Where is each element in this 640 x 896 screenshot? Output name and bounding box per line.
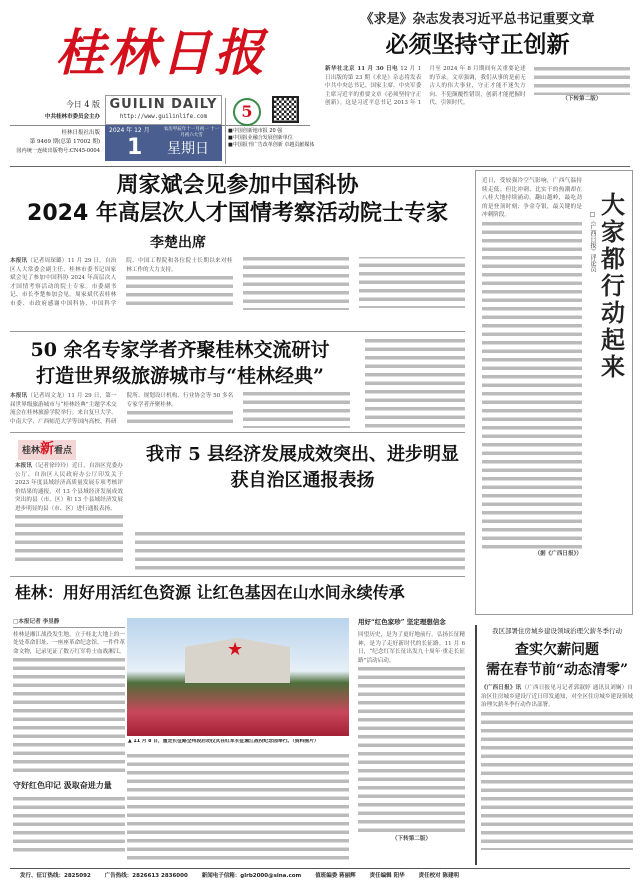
today-pages: 今日 4 版 xyxy=(65,100,100,109)
footer xyxy=(20,872,630,880)
newspaper-logo-title: 桂林日报 xyxy=(55,23,267,82)
qr-code[interactable] xyxy=(272,96,299,123)
commentary-source: □《广西日报》评论员 xyxy=(589,211,596,272)
label-part: 桂林 xyxy=(22,446,41,456)
story-4-left-col xyxy=(13,618,125,863)
story-1-body xyxy=(10,257,465,317)
side-story-headline-1[interactable]: 查实欠薪问题 xyxy=(515,642,599,658)
story-4-headline[interactable]: 桂林：用好用活红色资源 让红色基因在山水间永续传承 xyxy=(15,583,405,602)
body-text: 近日，自治区党委办公厅、自治区人民政府办公厅印发关于 2023 年度县域经济高质量发展专项考核评价结果的通报，对 13 个县域经济发展成效突出的县（市、区）和 13 个县域经济发展进步明显的县（市、区）进行通报表扬。 xyxy=(15,463,123,512)
commentary-source-end: （据《广西日报》） xyxy=(534,550,582,557)
story-1-subhead: 李楚出席 xyxy=(150,235,206,251)
story-4-right-col xyxy=(358,618,465,863)
footer-email[interactable]: 新闻电子信箱：glrb2000@sina.com xyxy=(201,873,302,879)
honor: ■中国创新地市报 20 强 xyxy=(228,128,283,134)
dateline: 本报讯 xyxy=(15,463,33,469)
body-text: 11 月 29 日，自治区人大常委会副主任、桂林市委书记周家斌会见了参加中国科协 2024 年高层次人才国情考察活动的院士专家。市委副书记、市长李楚参加会见。周家斌代表桂林市委、市政府感谢中国科协、中国科学院、中国工程院和各位院士长期以来对桂林工作的大力支持。 xyxy=(10,258,233,307)
story-3 xyxy=(10,438,465,573)
top-story xyxy=(325,12,630,162)
dateline: 新华社北京 11 月 30 日电 xyxy=(325,66,399,72)
commentary-body xyxy=(482,177,582,602)
issue-number: 第 9469 期(总第 17002 期) xyxy=(29,139,100,145)
side-story-body xyxy=(481,684,633,864)
weekday: 星期日 xyxy=(167,141,209,157)
story-3-headline-1[interactable]: 我市 5 县经济发展成效突出、进步明显 xyxy=(145,444,460,465)
cn-number: 国内统一连续出版物号:CN45-0004 xyxy=(16,148,100,154)
sponsor: 中共桂林市委员会主办 xyxy=(44,114,100,120)
story-1 xyxy=(10,172,465,327)
award-logo: 5 xyxy=(233,98,261,126)
side-story-headline-2[interactable]: 需在春节前“动态清零” xyxy=(485,662,629,678)
story-4-subhead-right: 用好“红色家珍” 坚定理想信念 xyxy=(358,618,446,626)
commentary-title[interactable]: 大家都行动起来 xyxy=(601,190,625,381)
side-story xyxy=(475,625,633,865)
photo-caption: ▲ 11 月 8 日，重走长征路全州段启动仪式在红军长征湘江战役纪念园举行。（资料图片） xyxy=(128,739,319,744)
dateline: 本报讯 xyxy=(10,393,28,399)
year-month: 2024 年 12 月 xyxy=(109,127,150,134)
byline: （记者周文龙） xyxy=(27,393,68,399)
footer-ads: 广告热线：2826613 2836000 xyxy=(104,873,188,879)
story-2-body-col4 xyxy=(365,337,465,429)
label-part: 新 xyxy=(40,441,55,457)
top-story-body xyxy=(325,65,630,160)
dateline: 《广西日报》讯 xyxy=(481,685,522,691)
side-story-kicker: 我区部署住房城乡建设领域治理欠薪冬季行动 xyxy=(492,627,622,635)
top-story-headline[interactable]: 必须坚持守正创新 xyxy=(385,32,570,58)
story-3-headline-2[interactable]: 获自治区通报表扬 xyxy=(230,470,375,491)
footer-proofreader: 责任校对 陈建明 xyxy=(418,873,459,879)
body-text: 12 月 1 日出版的第 23 期《求是》杂志将发表中共中央总书记、国家主席、中央军委主席习近平的重要文章《必须坚持守正创新》。这是习近平总书记 2013 年 1 月至 2024 年 8 月期间有关重要论述的节录。文章强调，我们从事的是前无古人的伟大事业，守正才能不迷失方向、不犯颠覆性错误，创新才能把握时代、引领时代。 xyxy=(325,66,526,106)
body-text: 回望历史，是为了更好地前行。弘扬长征精神，是为了走好新时代的长征路。11 月 6 日，“纪念红军长征出发九十周年·重走长征路”活动启动。 xyxy=(358,632,465,664)
story-4-photo xyxy=(127,618,349,736)
story-1-headline-1[interactable]: 周家斌会见参加中国科协 xyxy=(116,173,359,198)
dateline: 本报讯 xyxy=(10,258,28,264)
story-1-headline-2[interactable]: 2024 年高层次人才国情考察活动院士专家 xyxy=(27,201,448,226)
honor: ■中国报业融合发展创新单位 xyxy=(228,135,293,141)
story-4-subhead-left: 守好红色印记 汲取奋进力量 xyxy=(13,780,112,790)
continue-note: （下转第二版） xyxy=(562,96,602,102)
english-name: GUILIN DAILY xyxy=(109,97,218,112)
honor: ■中国报刊广告改革创新 卓越贡献媒体 xyxy=(228,142,315,148)
byline: □本报记者 李昱静 xyxy=(13,618,125,628)
body-text: （广西日报见习记者郭淑婷 通讯员刘娴）自治区住房城乡建设厅近日印发通知，对全区住房城乡建设领域治理欠薪冬季行动作出部署。 xyxy=(481,685,633,708)
story-2-body xyxy=(10,392,350,428)
top-story-kicker: 《求是》杂志发表习近平总书记重要文章 xyxy=(360,12,595,27)
publisher: 桂林日报社出版 xyxy=(61,130,100,136)
honors-list xyxy=(228,128,323,149)
continue-note: （下转第二版） xyxy=(391,836,432,842)
body-text: 桂林是湘江战役发生地。立于桂北大地上的一处处革命旧址、一座座革命纪念馆、一件件革命文物，记录见证了数万红军将士血战湘江。 xyxy=(13,631,125,655)
day: 1 xyxy=(127,135,143,160)
story-2 xyxy=(10,337,465,429)
red-star-icon: ★ xyxy=(227,639,244,660)
story-4-middle-cols xyxy=(127,752,349,862)
english-name-box xyxy=(105,95,222,125)
footer-distribution: 发行、征订热线：2825092 xyxy=(20,873,91,879)
footer-editor: 责任编辑 阳华 xyxy=(369,873,405,879)
story-3-lead-col xyxy=(15,462,123,570)
commentary-box xyxy=(475,170,633,615)
body-text: 11 月 29 日，第一届世界级旅游城市与“桂林经典”主题学术交流会在桂林旅游学院举行。来自复旦大学、中南大学、广西师范大学等国内高校、科研院所、规划设计机构、行业协会等 50 多名专家学者齐聚桂林。 xyxy=(10,393,234,425)
story-4 xyxy=(10,580,465,865)
label-part: 看点 xyxy=(54,446,73,456)
website-url[interactable]: http://www.guilinlife.com xyxy=(119,114,208,120)
byline: （记者周琛璐） xyxy=(27,258,68,264)
section-label-guilin-new-focus xyxy=(18,440,76,460)
date-box xyxy=(105,125,222,161)
story-3-body xyxy=(135,530,465,572)
story-2-headline-1[interactable]: 50 余名专家学者齐聚桂林交流研讨 xyxy=(30,339,330,361)
story-2-headline-2[interactable]: 打造世界级旅游城市与“桂林经典” xyxy=(36,365,324,387)
masthead xyxy=(0,0,320,165)
body-text: 近日，受较强冷空气影响，广西气温持续走低。但比冲刺、比实干的热潮却在八桂大地持续涌动。翻山越岭，最吃劲的是登顶时刻；争金夺银，最关键的是冲刺阶段。 xyxy=(482,178,582,218)
footer-duty-editor: 值班编委 蒋丽辉 xyxy=(315,873,356,879)
lunar-date: 农历甲辰年十一月初一 十一月初六大雪 xyxy=(163,127,220,138)
byline: （记者徐玲玲） xyxy=(32,463,72,469)
